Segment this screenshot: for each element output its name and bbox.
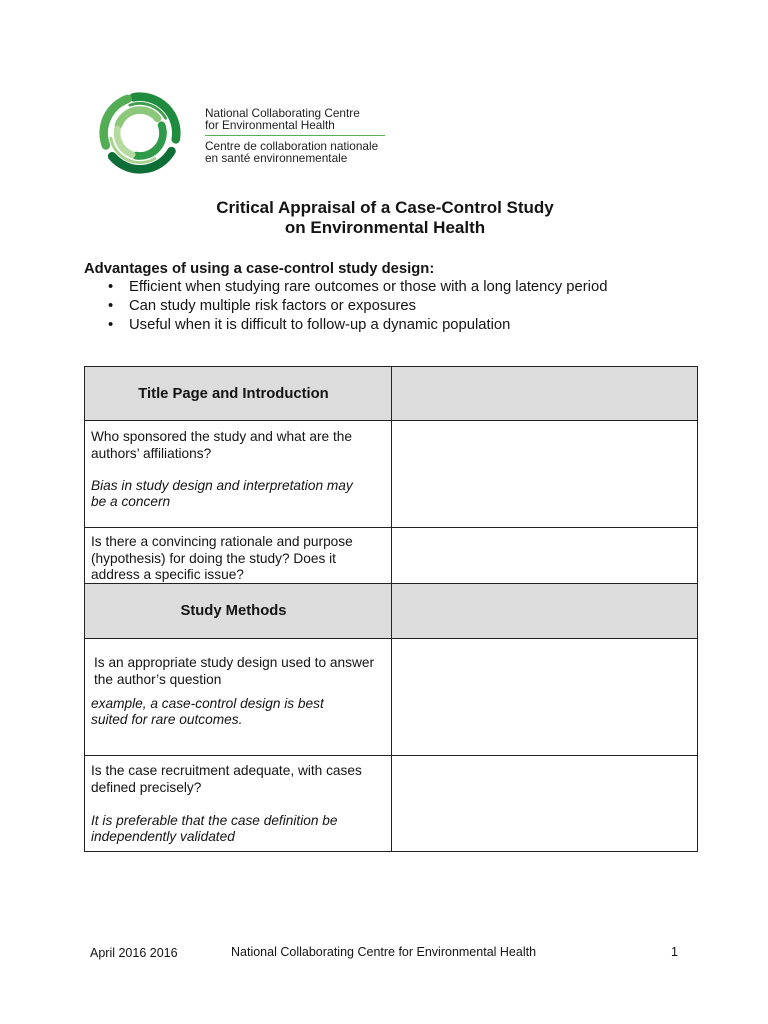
advantages-heading: Advantages of using a case-control study design: bbox=[84, 261, 435, 277]
bullet-icon: • bbox=[108, 317, 114, 333]
question-cell bbox=[85, 639, 391, 755]
logo-name-fr-line2: en santé environnementale bbox=[205, 151, 348, 165]
logo-name-en-line2: for Environmental Health bbox=[205, 118, 335, 132]
footer-date: April 2016 2016 bbox=[90, 946, 178, 960]
document-title-line2: on Environmental Health bbox=[284, 218, 486, 237]
list-item bbox=[108, 278, 708, 297]
list-item-text: Efficient when studying rare outcomes or those with a long latency period bbox=[129, 279, 608, 295]
question-cell bbox=[85, 421, 391, 527]
page-number: 1 bbox=[671, 945, 678, 959]
section-header-title: Title Page and Introduction bbox=[138, 385, 329, 402]
question-text: Is there a convincing rationale and purpose (hypothesis) for doing the study? Does it address a specific issue? bbox=[91, 534, 353, 582]
section-header-row bbox=[84, 366, 698, 421]
question-cell bbox=[85, 528, 391, 583]
list-item-text: Useful when it is difficult to follow-up a dynamic population bbox=[129, 317, 511, 333]
table-row bbox=[84, 638, 698, 756]
green-swirl-logo-icon bbox=[96, 90, 184, 176]
advantages-list bbox=[108, 278, 708, 335]
section-header-blank-cell bbox=[391, 367, 697, 420]
note-text: Bias in study design and interpretation may be a concern bbox=[91, 477, 353, 509]
answer-cell bbox=[391, 756, 697, 851]
section-header-blank-cell bbox=[391, 584, 697, 638]
question-text: Is an appropriate study design used to answer the author’s question bbox=[94, 655, 375, 687]
table-row bbox=[84, 420, 698, 528]
list-item bbox=[108, 316, 708, 335]
bullet-icon: • bbox=[108, 298, 114, 314]
note-text: It is preferable that the case definition be independently validated bbox=[91, 812, 338, 844]
section-header-row bbox=[84, 583, 698, 639]
logo-name-fr-line1: Centre de collaboration nationale bbox=[205, 139, 379, 153]
table-row bbox=[84, 755, 698, 852]
note-text: example, a case-control design is best suited for rare outcomes. bbox=[91, 695, 324, 727]
document-title-line1: Critical Appraisal of a Case-Control Study bbox=[216, 198, 554, 217]
list-item-text: Can study multiple risk factors or exposures bbox=[129, 298, 417, 314]
section-header-title: Study Methods bbox=[180, 603, 287, 619]
bullet-icon: • bbox=[108, 279, 114, 295]
table-row bbox=[84, 527, 698, 584]
answer-cell bbox=[391, 639, 697, 755]
logo-name-en-line1: National Collaborating Centre bbox=[205, 106, 360, 120]
question-cell bbox=[85, 756, 391, 851]
question-text: Who sponsored the study and what are the authors’ affiliations? bbox=[91, 429, 352, 461]
logo-divider-line bbox=[205, 135, 385, 136]
answer-cell bbox=[391, 421, 697, 527]
answer-cell bbox=[391, 528, 697, 583]
list-item bbox=[108, 297, 708, 316]
footer-organization: National Collaborating Centre for Environmental Health bbox=[231, 945, 537, 959]
question-text: Is the case recruitment adequate, with cases defined precisely? bbox=[91, 763, 362, 795]
